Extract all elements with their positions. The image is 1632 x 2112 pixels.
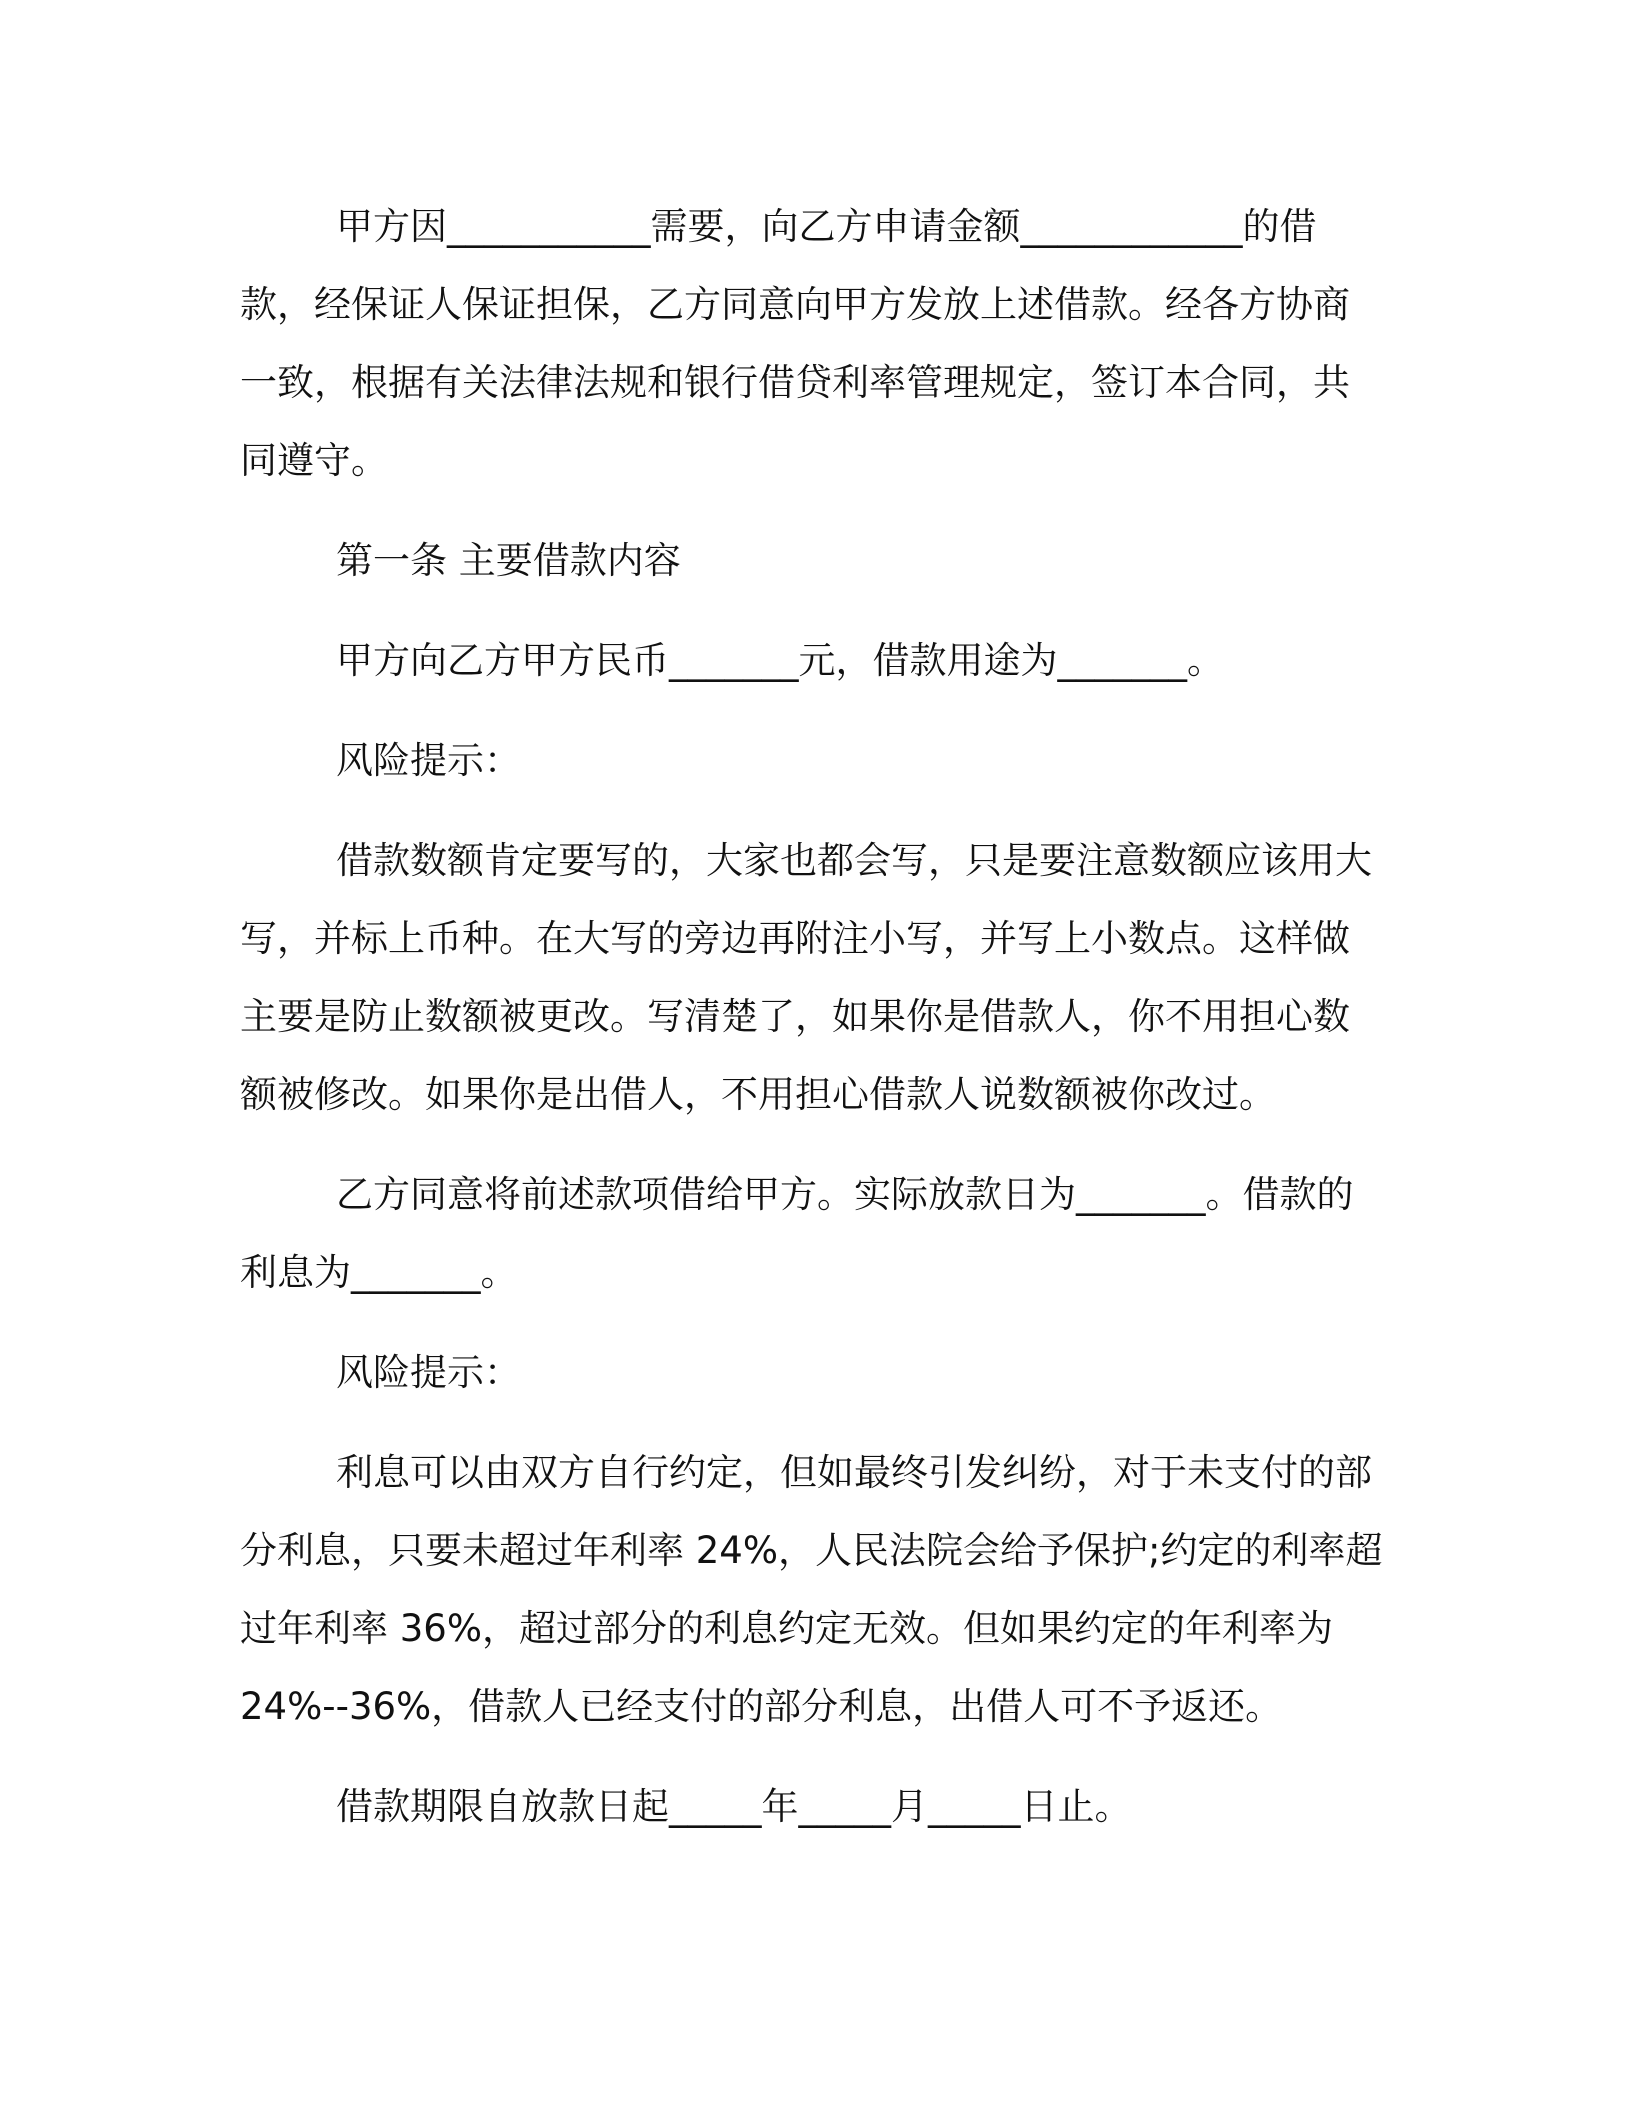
text-line: 额被修改。如果你是出借人，不用担心借款人说数额被你改过。 [240, 1073, 1276, 1116]
text-line: 风险提示： [336, 1351, 521, 1394]
section-heading: 第一条 主要借款内容 [336, 539, 681, 582]
risk-heading [240, 722, 1382, 800]
disbursement-paragraph [240, 1156, 1382, 1312]
text-line: 借款数额肯定要写的，大家也都会写，只是要注意数额应该用大 [336, 839, 1372, 882]
loan-term-paragraph [240, 1768, 1382, 1846]
text-line: 乙方同意将前述款项借给甲方。实际放款日为_______。借款的 [336, 1173, 1354, 1216]
text-line: 利息可以由双方自行约定，但如最终引发纠纷，对于未支付的部 [336, 1451, 1372, 1494]
document-page [240, 188, 1382, 1846]
text-line: 写，并标上币种。在大写的旁边再附注小写，并写上小数点。这样做 [240, 917, 1350, 960]
text-line: 甲方因___________需要，向乙方申请金额____________的借 [336, 205, 1317, 248]
text-line: 甲方向乙方甲方民币_______元，借款用途为_______。 [336, 639, 1224, 682]
interest-risk-paragraph [240, 1434, 1382, 1746]
loan-amount-paragraph [240, 622, 1382, 700]
text-line: 风险提示： [336, 739, 521, 782]
text-line: 过年利率 36%，超过部分的利息约定无效。但如果约定的年利率为 [240, 1607, 1333, 1650]
text-line: 款，经保证人保证担保，乙方同意向甲方发放上述借款。经各方协商 [240, 283, 1350, 326]
article-heading [240, 522, 1382, 600]
risk-note-paragraph [240, 822, 1382, 1134]
text-line: 同遵守。 [240, 439, 388, 482]
risk-heading [240, 1334, 1382, 1412]
intro-paragraph [240, 188, 1382, 500]
text-line: 主要是防止数额被更改。写清楚了，如果你是借款人，你不用担心数 [240, 995, 1350, 1038]
text-line: 一致，根据有关法律法规和银行借贷利率管理规定，签订本合同，共 [240, 361, 1350, 404]
text-line: 借款期限自放款日起_____年_____月_____日止。 [336, 1785, 1132, 1828]
text-line: 24%--36%，借款人已经支付的部分利息，出借人可不予返还。 [240, 1685, 1283, 1728]
text-line: 分利息，只要未超过年利率 24%，人民法院会给予保护;约定的利率超 [240, 1529, 1383, 1572]
text-line: 利息为_______。 [240, 1251, 518, 1294]
